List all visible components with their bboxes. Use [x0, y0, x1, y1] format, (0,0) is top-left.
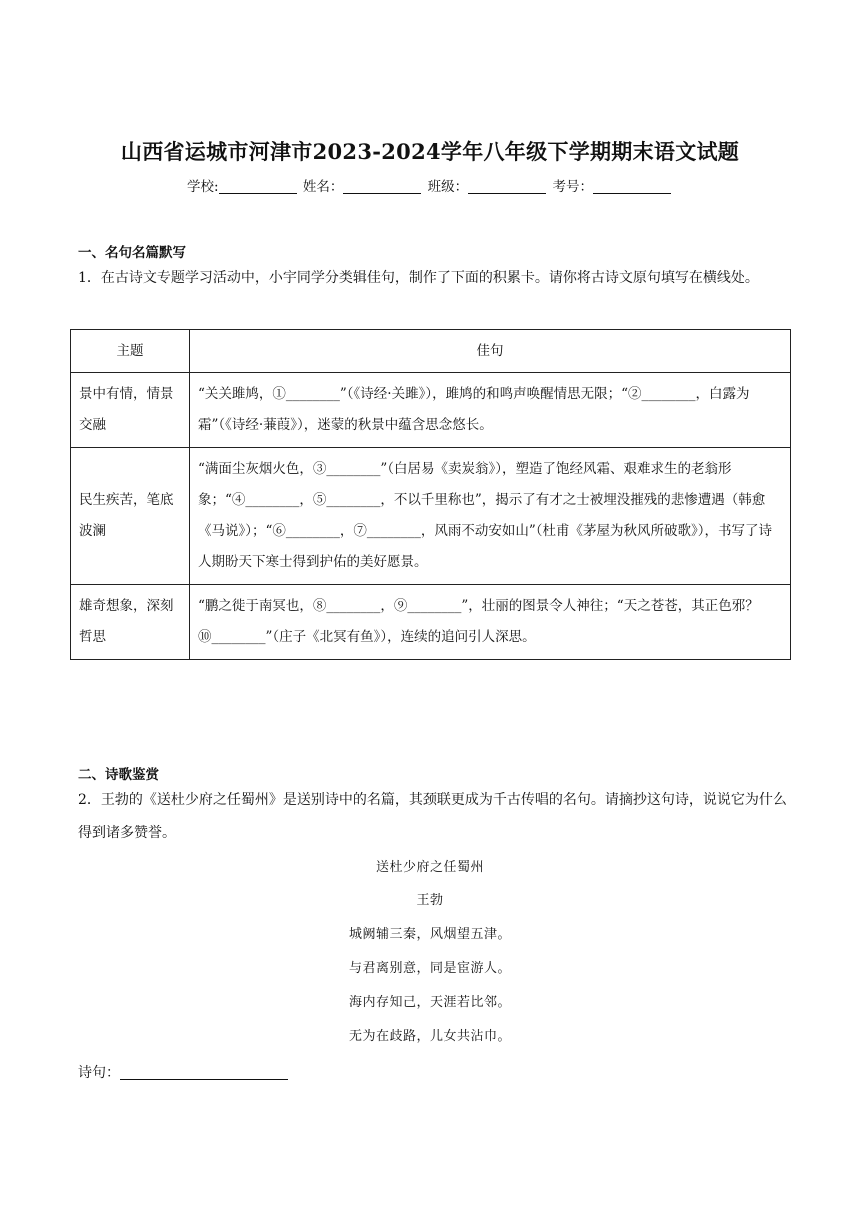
row-theme: 雄奇想象，深刻哲思: [71, 585, 190, 660]
column-header-theme: 主题: [71, 330, 190, 373]
poem-line: 海内存知己，天涯若比邻。: [348, 995, 511, 1010]
table-row: [71, 585, 791, 660]
row-theme: 民生疾苦，笔底波澜: [71, 448, 190, 585]
table-row: [71, 373, 791, 448]
poem-title: 送杜少府之任蜀州: [375, 860, 484, 875]
row-quotes[interactable]: “关关雎鸠，①________”（《诗经·关雎》），雎鸠的和鸣声唤醒情思无限；“②________，白露为霜”（《诗经·蒹葭》），迷蒙的秋景中蕴含思念悠长。: [190, 373, 791, 448]
name-label: 姓名：: [302, 179, 344, 195]
table-row: [71, 448, 791, 585]
row-quotes[interactable]: “鹏之徙于南冥也，⑧________，⑨________”，壮丽的图景令人神往；“天之苍苍，其正色邪？⑩________”（庄子《北冥有鱼》），连续的追问引人深思。: [190, 585, 791, 660]
row-theme: 景中有情，情景交融: [71, 373, 190, 448]
answer-label: 诗句：: [78, 1065, 120, 1081]
name-blank[interactable]: [343, 179, 421, 194]
answer-blank[interactable]: [120, 1065, 288, 1080]
section-heading-poetry: 二、诗歌鉴赏: [78, 767, 159, 783]
class-label: 班级：: [427, 179, 469, 195]
answer-line: [78, 1062, 288, 1082]
question-1-text: 1．在古诗文专题学习活动中，小宇同学分类辑佳句，制作了下面的积累卡。请你将古诗文原句填写在横线处。: [78, 270, 759, 286]
page-title: 山西省运城市河津市2023-2024学年八年级下学期期末语文试题: [120, 139, 740, 164]
column-header-quotes: 佳句: [190, 330, 791, 373]
class-blank[interactable]: [468, 179, 546, 194]
poem-author: 王勃: [416, 893, 444, 908]
section-heading-recitation: 一、名句名篇默写: [78, 245, 186, 261]
poem-line: 无为在歧路，儿女共沾巾。: [348, 1029, 511, 1044]
student-info-line: [0, 175, 860, 195]
question-2-text: 2．王勃的《送杜少府之任蜀州》是送别诗中的名篇，其颈联更成为千古传唱的名句。请摘抄这句诗，说说它为什么得到诸多赞誉。: [78, 792, 787, 841]
exam-number-blank[interactable]: [593, 179, 671, 194]
exam-number-label: 考号：: [552, 179, 593, 195]
accumulation-card-table: [70, 329, 791, 660]
school-label: 学校:: [187, 179, 219, 195]
poem-line: 与君离别意，同是宦游人。: [348, 961, 511, 976]
table-header-row: [71, 330, 791, 373]
poem-line: 城阙辅三秦，风烟望五津。: [348, 927, 511, 942]
school-blank[interactable]: [219, 179, 297, 194]
row-quotes[interactable]: “满面尘灰烟火色，③________”（白居易《卖炭翁》），塑造了饱经风霜、艰难求生的老翁形象；“④________，⑤________，不以千里称也”，揭示了有才之士被埋没摧残的悲惨遭遇（韩愈《马说》）；“⑥________，⑦________，风雨不动安如山”（杜甫《茅屋为秋风所破歌》），书写了诗人期盼天下寒士得到护佑的美好愿景。: [190, 448, 791, 585]
